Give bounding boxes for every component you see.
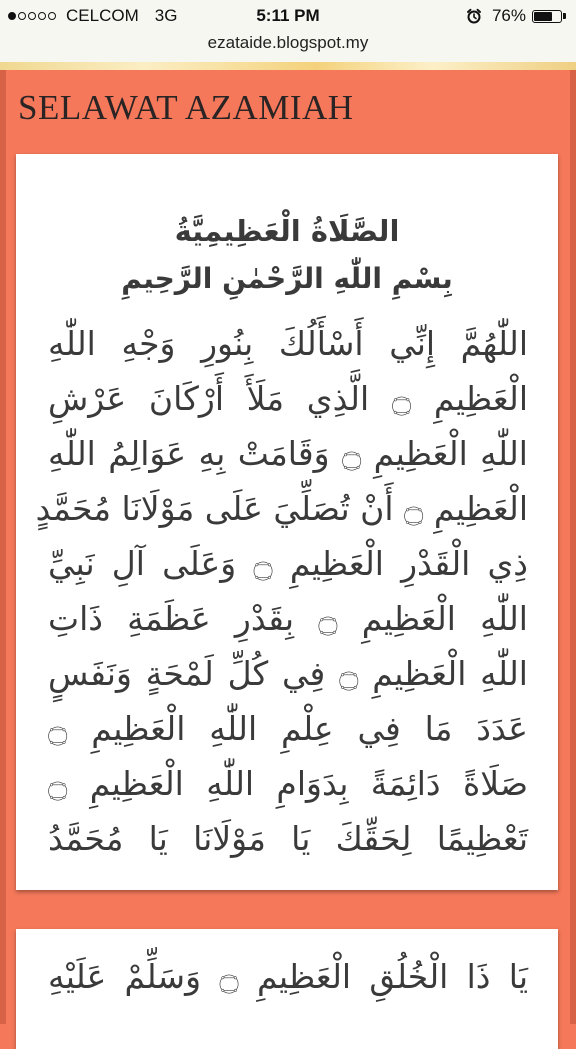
alarm-clock-icon [466, 8, 482, 24]
arabic-text-line: الْعَظِيمِ ۝ أَنْ تُصَلِّيَ عَلَى مَوْلَانَا مُحَمَّدٍ [35, 489, 528, 528]
arabic-text-line: اللّٰهِ الْعَظِيمِ ۝ بِقَدْرِ عَظَمَةِ ذَاتِ [48, 599, 528, 638]
url-text[interactable]: ezataide.blogspot.my [207, 33, 369, 52]
carrier-name: CELCOM [66, 6, 139, 25]
arabic-text-line: الْعَظِيمِ ۝ الَّذِي مَلَأَ أَرْكَانَ عَرْشِ [48, 379, 528, 418]
address-bar[interactable] [0, 30, 576, 62]
network-type: 3G [154, 6, 178, 25]
status-bar [0, 0, 576, 30]
arabic-text-line: اللّٰهِ الْعَظِيمِ ۝ فِي كُلِّ لَمْحَةٍ وَنَفَسٍ [48, 654, 528, 693]
post-image-selawat-continued [16, 929, 558, 1049]
blog-header-banner [0, 62, 576, 70]
arabic-text-line: عَدَدَ مَا فِي عِلْمِ اللّٰهِ الْعَظِيمِ ۝ [48, 709, 528, 748]
arabic-text-line: اللّٰهُمَّ إِنِّي أَسْأَلُكَ بِنُورِ وَجْهِ اللّٰهِ [48, 324, 528, 363]
status-right [466, 6, 566, 26]
battery-icon [532, 10, 562, 23]
post-title: SELAWAT AZAMIAH [18, 88, 354, 127]
arabic-text-line: اللّٰهِ الْعَظِيمِ ۝ وَقَامَتْ بِهِ عَوَالِمُ اللّٰهِ [48, 434, 528, 473]
arabic-text-line: ذِي الْقَدْرِ الْعَظِيمِ ۝ وَعَلَى آلِ نَبِيِّ [48, 544, 528, 583]
battery-level-fill [534, 12, 552, 21]
post-image-selawat [16, 154, 558, 890]
arabic-heading: الصَّلَاةُ الْعَظِيمِيَّةُ [174, 214, 400, 248]
page-border-left [0, 70, 6, 1024]
arabic-text-line: تَعْظِيمًا لِحَقِّكَ يَا مَوْلَانَا يَا مُحَمَّدُ [48, 819, 528, 858]
arabic-text-line: صَلَاةً دَائِمَةً بِدَوَامِ اللّٰهِ الْعَظِيمِ ۝ [48, 764, 528, 803]
battery-nub [563, 13, 566, 19]
arabic-basmala: بِسْمِ اللّٰهِ الرَّحْمٰنِ الرَّحِيمِ [121, 262, 453, 295]
arabic-text-line: يَا ذَا الْخُلُقِ الْعَظِيمِ ۝ وَسَلِّمْ عَلَيْهِ [48, 957, 529, 996]
battery-percent: 76% [491, 6, 526, 25]
page-border-right [570, 70, 576, 1024]
status-time: 5:11 PM [256, 6, 320, 25]
